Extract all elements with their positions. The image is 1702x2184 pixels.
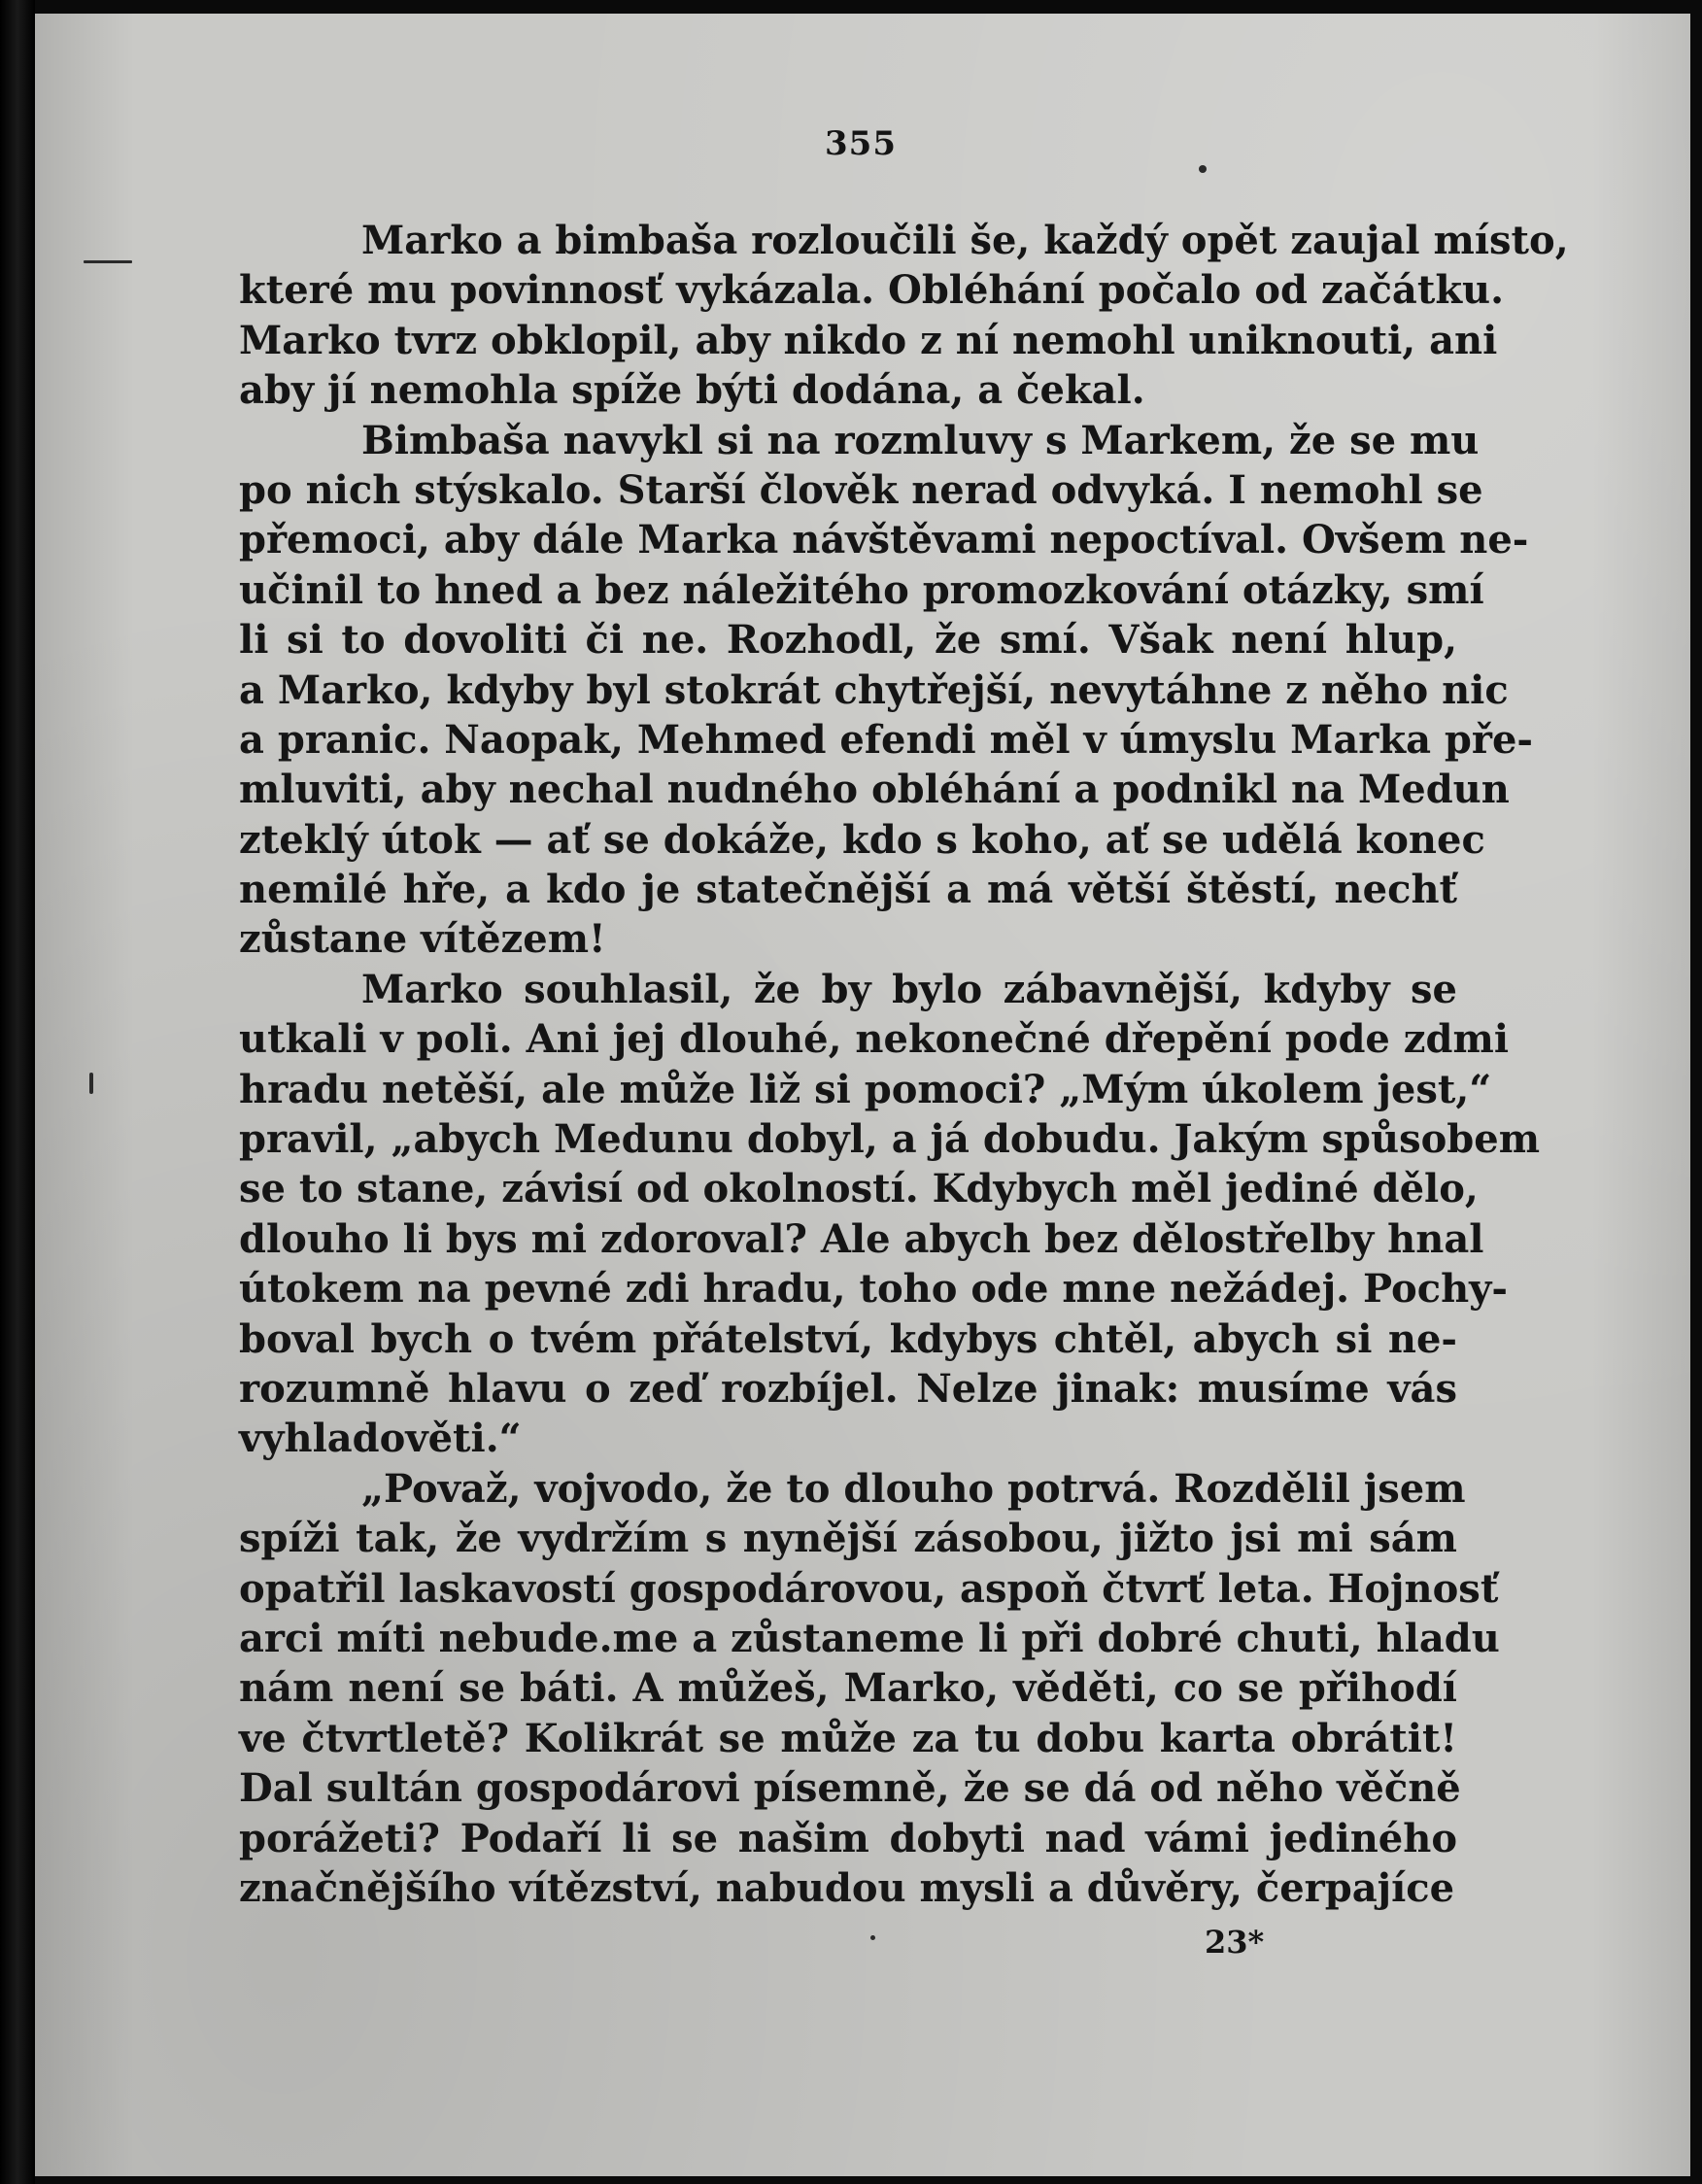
text-line: aby jí nemohla spíže býti dodána, a čekal.	[239, 367, 1145, 414]
text-line: boval bych o tvém přátelství, kdybys chtěl, abych si ne-	[239, 1315, 1457, 1362]
text-line: Marko tvrz obklopil, aby nikdo z ní nemohl uniknouti, ani	[239, 317, 1498, 363]
text-line: po nich stýskalo. Starší člověk nerad odvyká. I nemohl se	[239, 466, 1483, 513]
text-line: dlouho li bys mi zdoroval? Ale abych bez dělostřelby hnal	[239, 1215, 1484, 1262]
text-line: porážeti? Podaří li se našim dobyti nad vámi jediného	[239, 1815, 1457, 1861]
text-line: utkali v poli. Ani jej dlouhé, nekonečné dřepění pode zdmi	[239, 1016, 1510, 1063]
text-line: nemilé hře, a kdo je statečnější a má větší štěstí, nechť	[239, 867, 1457, 913]
text-line: mluviti, aby nechal nudného obléhání a podnikl na Medun	[239, 767, 1510, 813]
print-speck	[84, 260, 132, 263]
text-line: „Považ, vojvodo, že to dlouho potrvá. Rozdělil jsem	[361, 1465, 1466, 1512]
text-line: se to stane, závisí od okolností. Kdybych měl jediné dělo,	[239, 1166, 1479, 1212]
print-speck	[89, 1073, 93, 1094]
text-line: útokem na pevné zdi hradu, toho ode mne nežádej. Pochy-	[239, 1266, 1508, 1313]
binding-edge	[0, 0, 35, 2184]
text-line: nám není se báti. A můžeš, Marko, věděti, co se přihodí	[239, 1665, 1457, 1712]
text-line: Dal sultán gospodárovi písemně, že se dá od něho věčně	[239, 1765, 1461, 1812]
text-line: zůstane vítězem!	[239, 916, 606, 963]
text-line: pravil, „abych Medunu dobyl, a já dobudu. Jakým spůsobem	[239, 1116, 1541, 1163]
text-line: hradu netěší, ale může liž si pomoci? „Mým úkolem jest,“	[239, 1066, 1492, 1112]
text-line: Marko souhlasil, že by bylo zábavnější, kdyby se	[361, 966, 1457, 1012]
text-line: a pranic. Naopak, Mehmed efendi měl v úmyslu Marka pře-	[239, 716, 1534, 763]
text-line: Marko a bimbaša rozloučili še, každý opět zaujal místo,	[361, 218, 1569, 263]
text-line: Bimbaša navykl si na rozmluvy s Markem, že se mu	[361, 417, 1480, 463]
text-line: přemoci, aby dále Marka návštěvami nepoctíval. Ovšem ne-	[239, 517, 1529, 563]
text-line: spíži tak, že vydržím s nynější zásobou, jižto jsi mi sám	[239, 1516, 1457, 1562]
text-line: které mu povinnosť vykázala. Obléhání počalo od začátku.	[239, 267, 1505, 314]
text-line: a Marko, kdyby byl stokrát chytřejší, nevytáhne z něho nic	[239, 666, 1509, 713]
signature-mark: 23*	[1205, 1924, 1265, 1961]
text-line: li si to dovoliti či ne. Rozhodl, že smí. Však není hlup,	[239, 617, 1457, 664]
text-line: značnějšího vítězství, nabudou mysli a důvěry, čerpajíce	[239, 1864, 1455, 1911]
text-line: vyhladověti.“	[239, 1416, 522, 1462]
body-text	[239, 216, 1569, 1913]
text-line: učinil to hned a bez náležitého promozkování otázky, smí	[239, 566, 1484, 613]
print-speck	[870, 1935, 875, 1940]
text-line: rozumně hlavu o zeď rozbíjel. Nelze jinak: musíme vás	[239, 1365, 1457, 1412]
text-line: opatřil laskavostí gospodárovou, aspoň čtvrť leta. Hojnosť	[239, 1565, 1499, 1612]
text-line: zteklý útok — ať se dokáže, kdo s koho, ať se udělá konec	[239, 816, 1485, 863]
page-number: 355	[825, 124, 897, 163]
print-speck	[1199, 165, 1207, 173]
text-line: ve čtvrtletě? Kolikrát se může za tu dobu karta obrátit!	[239, 1715, 1457, 1761]
text-line: arci míti nebude.me a zůstaneme li při dobré chuti, hladu	[239, 1615, 1500, 1661]
